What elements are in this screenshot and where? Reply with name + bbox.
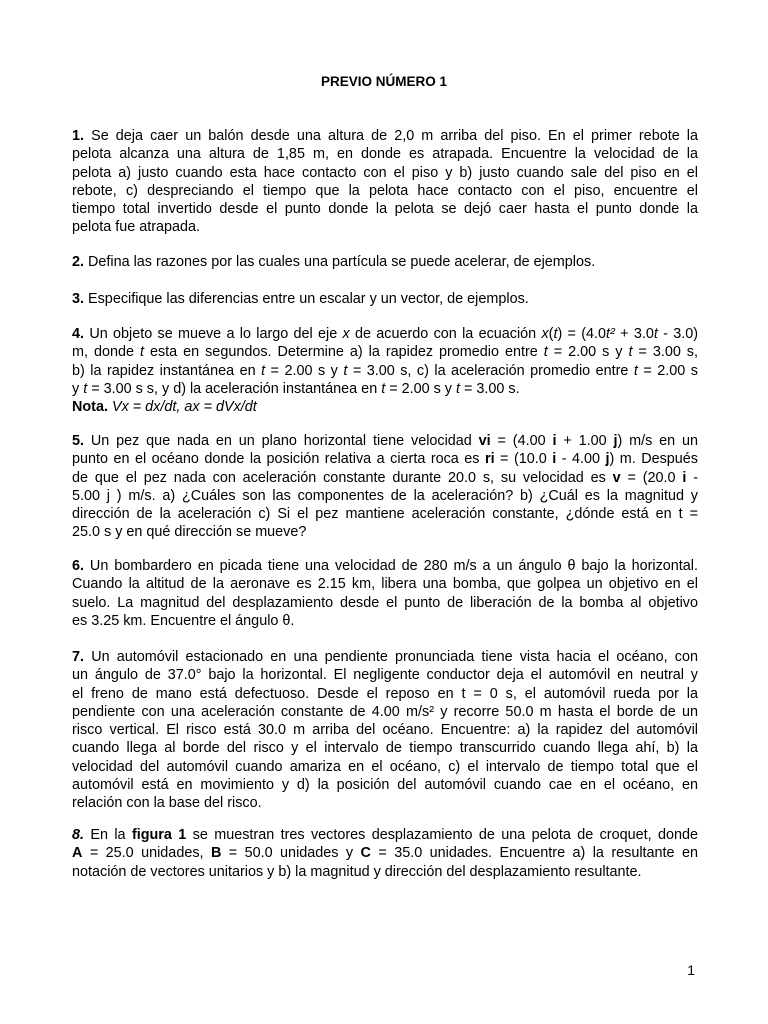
- problem-number: 6.: [72, 558, 85, 574]
- problem-5: 5. Un pez que nada en un plano horizontal tiene velocidad vi = (4.00 i + 1.00 j) m/s en un punto en el océano donde la posición relativa a cierta roca es ri = (10.0 i - 4.00 j) m. Después de que el pez nada con aceleración constante durante 20.0 s, su velocidad es v = (20.0 i - 5.00 j ) m/s. a) ¿Cuáles son las componentes de la aceleración? b) ¿Cuál es la magnitud y dirección de la aceleración c) Si el pez mantiene aceleración constante, ¿dónde está en t = 25.0 s y en qué dirección se mueve?: [72, 433, 699, 541]
- problem-2: 2. Defina las razones por las cuales una partícula se puede acelerar, de ejemplos.: [72, 254, 596, 270]
- problem-number: 4.: [72, 326, 85, 342]
- problem-number: 2.: [72, 254, 85, 270]
- problem-8: 8. En la figura 1 se muestran tres vectores desplazamiento de una pelota de croquet, donde A = 25.0 unidades, B = 50.0 unidades y C = 35.0 unidades. Encuentre a) la resultante en notación de vectores unitarios y b) la magnitud y dirección del desplazamiento resultante.: [72, 827, 698, 880]
- page-number: 1: [687, 962, 695, 978]
- problem-6: 6. Un bombardero en picada tiene una velocidad de 280 m/s a un ángulo θ bajo la horizontal. Cuando la altitud de la aeronave es 2.15 km, libera una bomba, que golpea un objetivo en el suelo. La magnitud del desplazamiento desde el punto de liberación de la bomba al objetivo es 3.25 km. Encuentre el ángulo θ.: [72, 558, 698, 629]
- problem-number: 5.: [72, 433, 85, 449]
- problem-number: 1.: [72, 128, 85, 144]
- problem-number: 3.: [72, 291, 85, 307]
- problem-3: 3. Especifique las diferencias entre un escalar y un vector, de ejemplos.: [72, 291, 529, 307]
- problem-number: 7.: [72, 649, 85, 665]
- note: Nota. Vx = dx/dt, ax = dVx/dt: [72, 399, 257, 416]
- problem-7: 7. Un automóvil estacionado en una pendiente pronunciada tiene vista hacia el océano, con un ángulo de 37.0° bajo la horizontal. El negligente conductor deja el automóvil en neutral y el freno de mano está defectuoso. Desde el reposo en t = 0 s, el automóvil rueda por la pendiente con una aceleración constante de 4.00 m/s² y recorre 50.0 m hasta el borde de un risco vertical. El risco está 30.0 m arriba del océano. Encuentre: a) la rapidez del automóvil cuando llega al borde del risco y el intervalo de tiempo transcurrido cuando llega ahí, b) la velocidad del automóvil cuando amariza en el océano, c) el intervalo de tiempo total que el automóvil está en movimiento y d) la posición del automóvil cuando cae en el océano, en relación con la base del risco.: [72, 649, 698, 812]
- problem-4: 4. Un objeto se mueve a lo largo del eje x de acuerdo con la ecuación x(t) = (4.0t² + 3.0t - 3.0) m, donde t esta en segundos. Determine a) la rapidez promedio entre t = 2.00 s y t = 3.00 s, b) la rapidez instantánea en t = 2.00 s y t = 3.00 s, c) la aceleración promedio entre t = 2.00 s y t = 3.00 s s, y d) la aceleración instantánea en t = 2.00 s y t = 3.00 s. Nota. Vx = dx/dt, ax = dVx/dt: [72, 326, 699, 416]
- problem-number: 8.: [72, 827, 85, 843]
- problem-1: 1. Se deja caer un balón desde una altura de 2,0 m arriba del piso. En el primer rebote la pelota alcanza una altura de 1,85 m, en donde es atrapada. Encuentre la velocidad de la pelota a) justo cuando esta hace contacto con el piso y b) justo cuando sale del piso en el rebote, c) despreciando el tiempo que la pelota hace contacto con el piso, encuentre el tiempo total invertido desde el punto donde la pelota se dejó caer hasta el punto donde la pelota fue atrapada.: [72, 128, 698, 236]
- page-title: PREVIO NÚMERO 1: [320, 74, 448, 89]
